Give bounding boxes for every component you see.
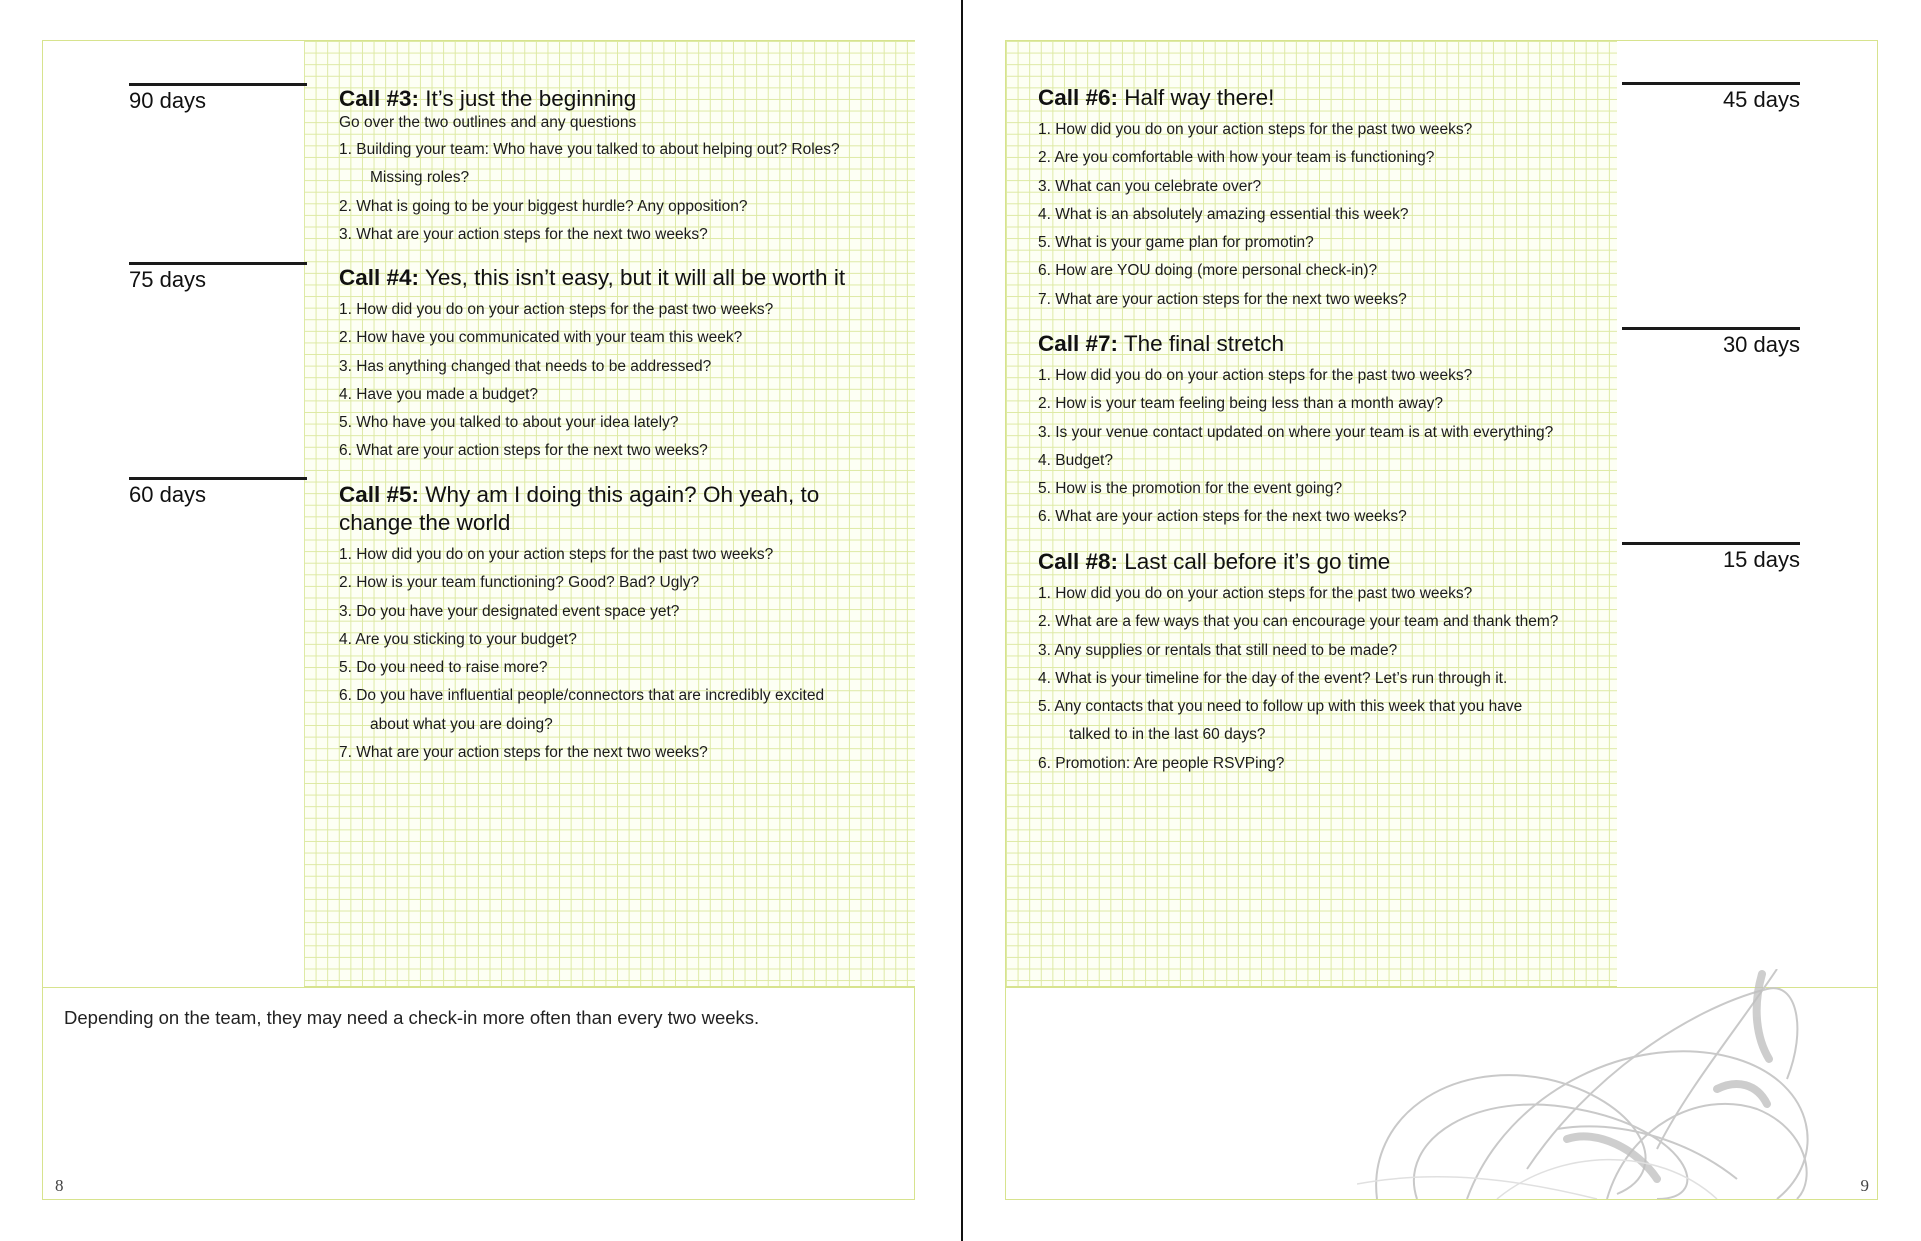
timeline-marker-15-days [1622,542,1800,572]
list-item: 4. Have you made a budget? [339,385,539,403]
list-item: 3. Has anything changed that needs to be addressed? [339,357,712,375]
question-list [1038,580,1613,778]
question-list [1038,116,1613,314]
list-item: 6. What are your action steps for the next two weeks? [1038,508,1407,526]
panel-divider [43,987,914,988]
list-item: 6. Do you have influential people/connectors that are incredibly excited about what you are doing? [339,687,825,733]
list-item: 3. Do you have your designated event space yet? [339,602,680,620]
marker-label: 90 days [129,88,207,113]
list-item: 2. How have you communicated with your team this week? [339,329,743,347]
list-item: 1. How did you do on your action steps for the past two weeks? [339,301,774,318]
decorative-swirl-graphic [1357,969,1877,1199]
list-item: 3. What can you celebrate over? [1038,177,1262,195]
list-item: 1. How did you do on your action steps for the past two weeks? [1038,121,1473,138]
list-item: 7. What are your action steps for the next two weeks? [339,744,708,762]
list-item: 2. What are a few ways that you can encourage your team and thank them? [1038,613,1559,631]
list-item: 2. Are you comfortable with how your team is functioning? [1038,149,1435,167]
list-item: 1. How did you do on your action steps for the past two weeks? [1038,585,1473,602]
timeline-marker-45-days [1622,82,1800,112]
question-list [1038,362,1613,532]
question-list [339,541,859,767]
marker-label: 30 days [1722,332,1800,357]
question-list [339,296,899,466]
call-7-section [1038,330,1613,532]
list-item: 6. How are YOU doing (more personal check-in)? [1038,262,1378,280]
list-item: 5. How is the promotion for the event going? [1038,480,1343,498]
marker-label: 60 days [129,482,207,507]
call-heading: Call #8: Last call before it’s go time [1038,549,1391,574]
call-5-section [339,481,859,767]
list-item: 3. Is your venue contact updated on where your team is at with everything? [1038,423,1554,441]
marker-label: 45 days [1722,87,1800,112]
timeline-marker-30-days [1622,327,1800,357]
list-item: 7. What are your action steps for the next two weeks? [1038,290,1407,308]
list-item: 6. Promotion: Are people RSVPing? [1038,754,1285,772]
list-item: 4. Are you sticking to your budget? [339,630,577,648]
list-item: 5. Who have you talked to about your idea lately? [339,414,679,432]
footer-note: Depending on the team, they may need a check-in more often than every two weeks. [64,1007,760,1028]
list-item: 1. How did you do on your action steps for the past two weeks? [1038,367,1473,384]
page-number: 9 [1860,1176,1869,1195]
call-3-section [339,85,899,249]
list-item: 3. What are your action steps for the next two weeks? [339,225,708,243]
list-item: 1. Building your team: Who have you talked to about helping out? Roles? Missing roles? [339,141,840,187]
marker-label: 75 days [129,267,207,292]
call-heading: Call #4: Yes, this isn’t easy, but it will all be worth it [339,265,846,290]
timeline-marker-75-days [129,262,307,292]
call-subtitle: Go over the two outlines and any questions [339,114,637,131]
list-item: 2. How is your team functioning? Good? Bad? Ugly? [339,574,700,592]
list-item: 5. Do you need to raise more? [339,659,548,677]
call-heading: Call #5: Why am I doing this again? Oh yeah, to change the world [339,482,820,535]
list-item: 6. What are your action steps for the next two weeks? [339,442,708,460]
call-4-section [339,264,899,466]
book-spine [961,0,963,1241]
list-item: 1. How did you do on your action steps for the past two weeks? [339,546,774,563]
list-item: 3. Any supplies or rentals that still need to be made? [1038,641,1398,659]
page-number: 8 [55,1176,64,1195]
list-item: 2. How is your team feeling being less than a month away? [1038,395,1443,413]
timeline-marker-60-days [129,477,307,507]
marker-label: 15 days [1722,547,1800,572]
right-page [1005,40,1878,1200]
list-item: 5. Any contacts that you need to follow up with this week that you have talked to in the last 60 days? [1038,698,1523,744]
call-6-section [1038,84,1613,314]
call-heading: Call #3: It’s just the beginning [339,86,637,111]
list-item: 4. What is your timeline for the day of the event? Let’s run through it. [1038,669,1508,687]
call-8-section [1038,548,1613,778]
left-page [42,40,915,1200]
call-heading: Call #7: The final stretch [1038,331,1284,356]
list-item: 2. What is going to be your biggest hurdle? Any opposition? [339,197,748,215]
list-item: 4. What is an absolutely amazing essential this week? [1038,205,1409,223]
call-heading: Call #6: Half way there! [1038,85,1275,110]
list-item: 4. Budget? [1038,451,1113,469]
question-list [339,136,899,249]
list-item: 5. What is your game plan for promotin? [1038,234,1314,252]
timeline-marker-90-days [129,83,307,113]
